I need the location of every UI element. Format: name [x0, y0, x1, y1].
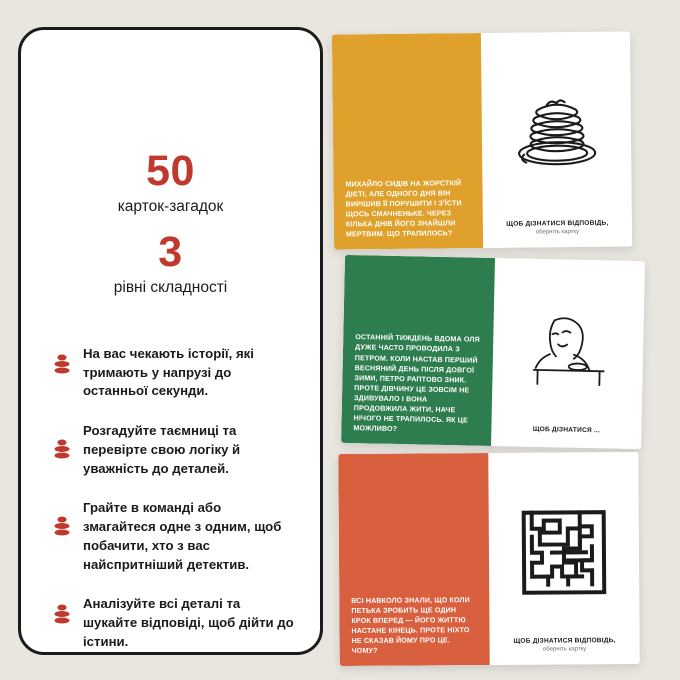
maze-icon [496, 466, 631, 638]
list-item-label: Аналізуйте всі деталі та шукайте відповіді, щоб дійти до істини. [83, 596, 294, 649]
list-item [51, 345, 294, 401]
card-hint-main: ЩОБ ДІЗНАТИСЯ ... [532, 425, 601, 435]
card-hint-sub: оберніть картку [535, 228, 580, 236]
riddle-text: МИХАЙЛО СИДІВ НА ЖОРСТКІЙ ДІЄТІ, АЛЕ ОДНОГО ДНЯ ВІН ВИРІШИВ ЇЇ ПОРУШИТИ І З'ЇСТИ ЩОСЬ СМАЧНЕНЬКЕ. ЧЕРЕЗ КІЛЬКА ДНІВ ЙОГО ЗНАЙШЛИ МЕРТВИМ. ЩО ТРАПИЛОСЬ? [345, 178, 462, 239]
list-item-label: Розгадуйте таємниці та перевірте свою логіку й уважність до деталей. [83, 423, 241, 476]
stacked-dots-icon [51, 499, 73, 536]
card-hint [533, 426, 600, 436]
stacked-dots-icon [51, 345, 73, 374]
card-color-side [338, 453, 489, 666]
card-hint-sub: оберніть картку [542, 646, 587, 653]
info-panel [18, 27, 323, 655]
pancakes-icon [489, 46, 624, 221]
woman-at-window-icon [499, 272, 636, 428]
card-hint-main: ЩОБ ДІЗНАТИСЯ ВІДПОВІДЬ, [513, 637, 616, 645]
levels-count: 3 [158, 228, 183, 276]
cards-count: 50 [146, 147, 195, 195]
card-hint-main: ЩОБ ДІЗНАТИСЯ ВІДПОВІДЬ, [506, 219, 609, 228]
list-item-label: Грайте в команді або змагайтеся одне з одним, щоб побачити, хто з вас найспритніший детектив. [83, 500, 282, 572]
list-item [51, 422, 294, 478]
headline-block [47, 147, 294, 297]
list-item-label: На вас чекають історії, які тримають у напрузі до останньої секунди. [83, 346, 254, 399]
card-color-side [332, 33, 483, 250]
list-item [51, 595, 294, 651]
card-hint [513, 637, 615, 653]
benefit-list [47, 345, 294, 652]
riddle-card-window[interactable] [341, 255, 645, 449]
stacked-dots-icon [51, 422, 73, 459]
levels-count-label: рівні складності [113, 279, 228, 296]
riddle-card-maze[interactable] [338, 452, 639, 666]
card-hint [506, 220, 608, 236]
riddle-card-pancakes[interactable] [332, 31, 632, 249]
card-hint-sub [533, 435, 600, 436]
card-white-side [481, 31, 632, 248]
list-item [51, 499, 294, 574]
stacked-dots-icon [51, 595, 73, 624]
card-white-side [488, 452, 639, 665]
card-white-side [491, 258, 645, 449]
riddle-text: ОСТАННІЙ ТИЖДЕНЬ ВДОМА ОЛЯ ДУЖЕ ЧАСТО ПРОВОДИЛА З ПЕТРОМ. КОЛИ НАСТАВ ПЕРШИЙ ВЕСНЯНИЙ ДЕНЬ ПІСЛЯ ДОВГОЇ ЗИМИ, ПЕТРО РАПТОВО ЗНИК. ПРОТЕ ДІВЧИНУ ЦЕ ЗОВСІМ НЕ ЗДИВУВАЛО І ВОНА ПРОДОВЖИЛА ЖИТИ, НАЧЕ НІЧОГО НЕ ТРАПИЛОСЬ. ЯК ЦЕ МОЖЛИВО? [353, 333, 480, 433]
riddle-text: ВСІ НАВКОЛО ЗНАЛИ, ЩО КОЛИ ПЕТЬКА ЗРОБИТЬ ЩЕ ОДИН КРОК ВПЕРЕД — ЙОГО ЖИТТЮ НАСТАНЕ КІНЕЦЬ. ПРОТЕ НІХТО НЕ СКАЗАВ ЙОМУ ПРО ЦЕ. ЧОМУ? [351, 595, 470, 655]
card-color-side [341, 255, 495, 446]
cards-count-label: карток-загадок [117, 198, 224, 215]
